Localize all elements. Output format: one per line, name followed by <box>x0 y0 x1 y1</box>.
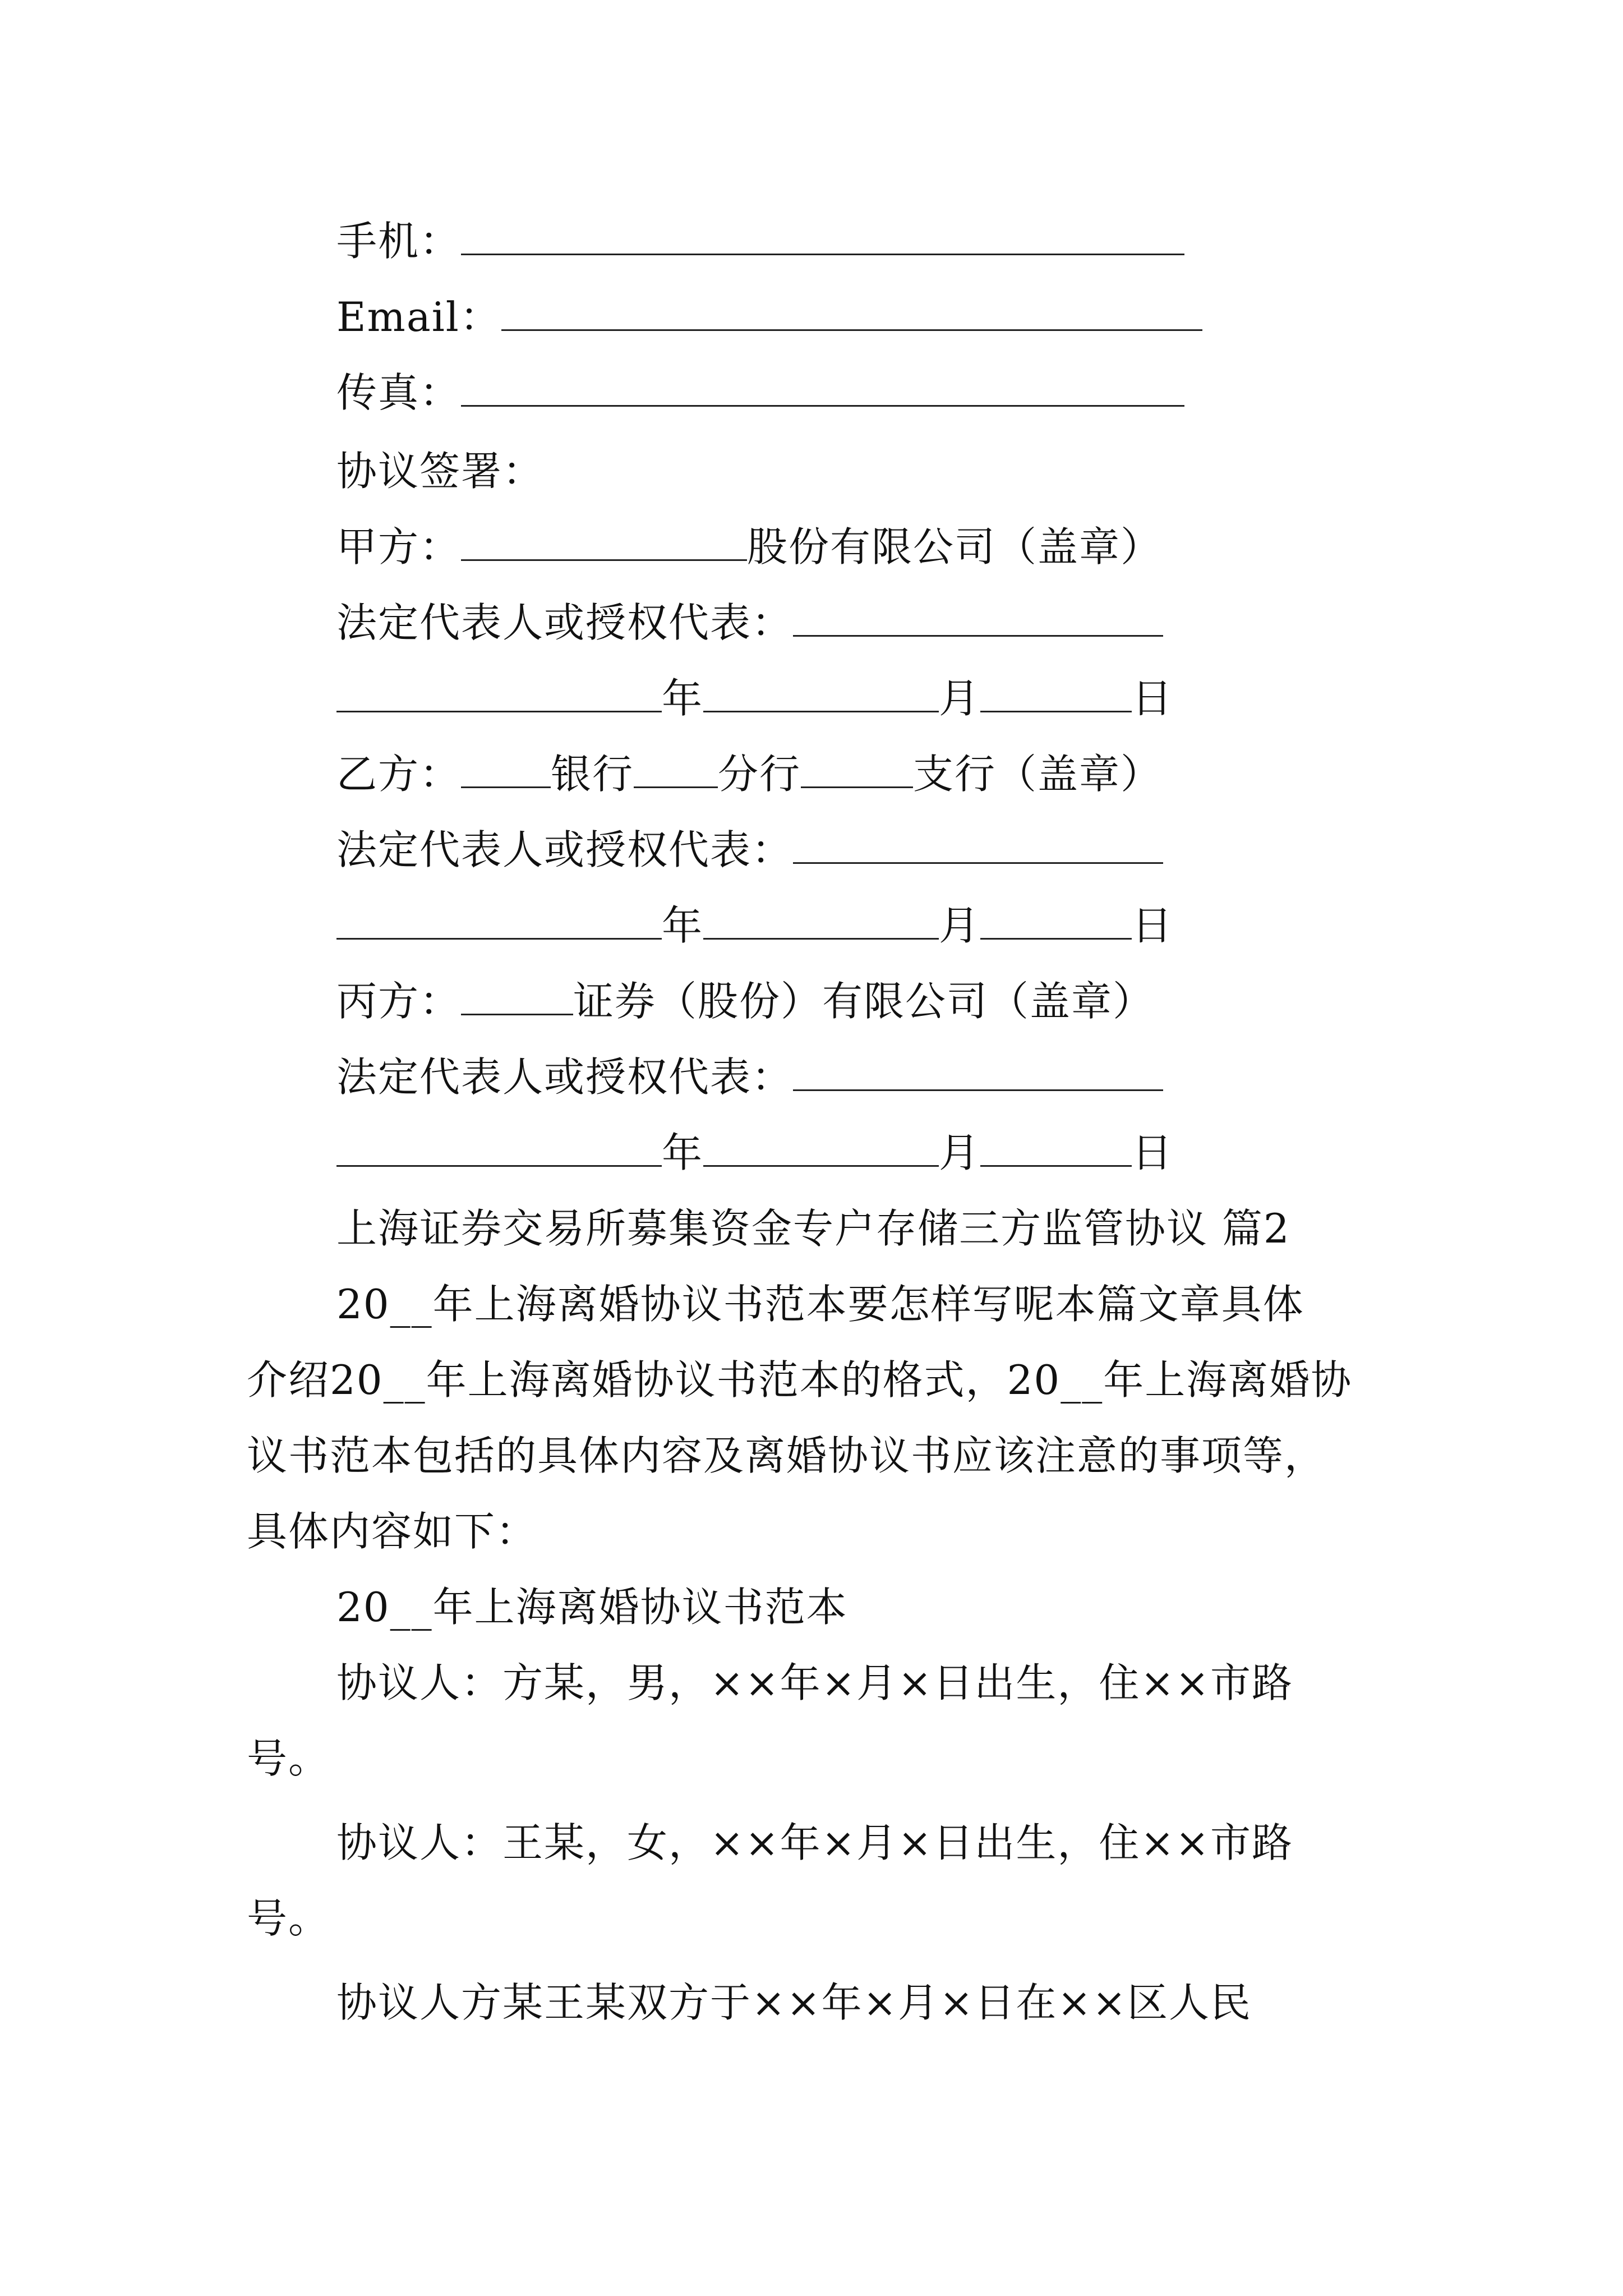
last-line <box>336 1975 1252 2031</box>
rep-label: 法定代表人或授权代表： <box>336 599 794 646</box>
party1-line-2 <box>247 1731 330 1787</box>
month-blank <box>703 899 939 940</box>
month-blank <box>703 671 939 712</box>
signing-heading-text: 协议签署： <box>336 448 545 495</box>
day-label: 日 <box>1132 1129 1174 1176</box>
month-blank <box>703 1126 939 1167</box>
intro-text-2: 介绍20__年上海离婚协议书范本的格式，20__年上海离婚协 <box>247 1356 1353 1404</box>
fax-blank <box>461 366 1184 407</box>
party2-text-1: 协议人：王某，女，××年×月×日出生，住××市路 <box>336 1819 1293 1866</box>
party-c-blank <box>461 974 573 1015</box>
rep-blank <box>793 823 1163 864</box>
party-b-date-row <box>336 898 1173 954</box>
year-label: 年 <box>662 1129 704 1176</box>
agreement-title-text: 20__年上海离婚协议书范本 <box>336 1584 848 1631</box>
bank-blank <box>461 747 551 788</box>
branch-blank <box>634 747 718 788</box>
email-label: Email： <box>336 293 501 341</box>
sub-branch-blank <box>801 747 913 788</box>
intro-text-4: 具体内容如下： <box>247 1508 538 1555</box>
phone-label: 手机： <box>336 218 462 265</box>
party-b-sub: 支行（盖章） <box>913 751 1163 798</box>
month-label: 月 <box>939 902 981 949</box>
month-label: 月 <box>939 675 981 722</box>
intro-line-3 <box>247 1428 1326 1484</box>
article-heading-text: 上海证券交易所募集资金专户存储三方监管协议 篇2 <box>336 1205 1290 1252</box>
rep-label: 法定代表人或授权代表： <box>336 1053 794 1101</box>
intro-line-4 <box>247 1503 537 1559</box>
month-label: 月 <box>939 1129 981 1176</box>
party-a-suffix: 股份有限公司（盖章） <box>747 523 1163 570</box>
year-label: 年 <box>662 675 704 722</box>
party1-text-1: 协议人：方某，男，××年×月×日出生，住××市路 <box>336 1659 1293 1706</box>
party-c-rep-row <box>336 1049 1163 1105</box>
party-a-row <box>336 519 1162 575</box>
intro-text-3: 议书范本包括的具体内容及离婚协议书应该注意的事项等， <box>247 1432 1326 1479</box>
day-label: 日 <box>1132 675 1174 722</box>
fax-row <box>336 365 1184 421</box>
agreement-title <box>336 1579 848 1635</box>
party-c-suffix: 证券（股份）有限公司（盖章） <box>573 978 1155 1025</box>
year-blank <box>336 1126 662 1167</box>
party-c-date-row <box>336 1125 1173 1181</box>
party1-text-2: 号。 <box>247 1735 330 1782</box>
fax-label: 传真： <box>336 369 462 416</box>
rep-label: 法定代表人或授权代表： <box>336 826 794 873</box>
year-blank <box>336 899 662 940</box>
party-a-blank <box>461 520 747 561</box>
intro-text-1: 20__年上海离婚协议书范本要怎样写呢本篇文章具体 <box>336 1281 1304 1328</box>
day-label: 日 <box>1132 902 1174 949</box>
email-blank <box>501 290 1202 331</box>
email-row <box>336 289 1202 345</box>
party1-line-1 <box>336 1655 1293 1711</box>
party2-line-1 <box>336 1815 1293 1871</box>
day-blank <box>980 1126 1132 1167</box>
party-c-label: 丙方： <box>336 978 462 1025</box>
party-a-label: 甲方： <box>336 523 462 570</box>
intro-line-2 <box>247 1352 1352 1408</box>
party-b-branch: 分行 <box>718 751 801 798</box>
rep-blank <box>793 596 1163 637</box>
party-b-bank: 银行 <box>551 751 634 798</box>
party-b-row <box>336 746 1162 802</box>
day-blank <box>980 671 1132 712</box>
intro-line-1 <box>336 1276 1304 1332</box>
phone-blank <box>461 214 1184 255</box>
rep-blank <box>793 1050 1163 1091</box>
article-heading <box>336 1200 1290 1257</box>
party-b-label: 乙方： <box>336 751 462 798</box>
signing-heading <box>336 443 544 499</box>
party-a-rep-row <box>336 595 1163 651</box>
last-line-text: 协议人方某王某双方于××年×月×日在××区人民 <box>336 1979 1252 2026</box>
day-blank <box>980 899 1132 940</box>
party-b-rep-row <box>336 822 1163 878</box>
phone-row <box>336 213 1184 269</box>
year-blank <box>336 671 662 712</box>
party-c-row <box>336 973 1154 1029</box>
party-a-date-row <box>336 670 1173 726</box>
party2-line-2 <box>247 1890 330 1947</box>
year-label: 年 <box>662 902 704 949</box>
party2-text-2: 号。 <box>247 1895 330 1942</box>
